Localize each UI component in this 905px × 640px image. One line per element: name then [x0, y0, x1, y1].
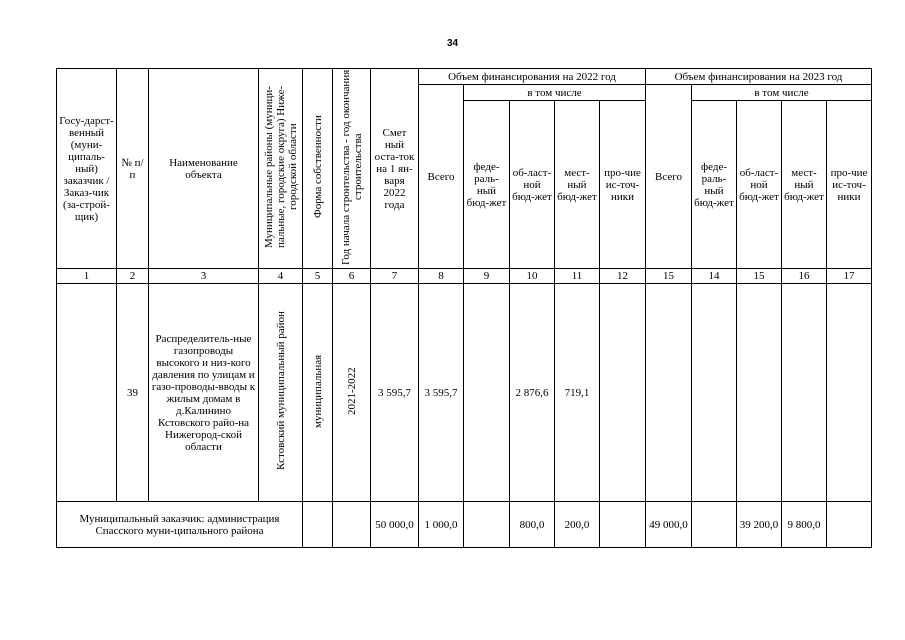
- summary-local-2022: 200,0: [555, 502, 600, 548]
- header-regional-2022: об-ласт-ной бюд-жет: [510, 101, 555, 269]
- row-total-2023: [646, 284, 692, 502]
- summary-row: [57, 502, 872, 548]
- col-number: 10: [510, 269, 555, 284]
- header-fin-2022: Объем финансирования на 2022 год: [419, 69, 646, 85]
- header-years: Год начала строительства - год окончания строительства: [333, 69, 371, 269]
- row-other-2022: [600, 284, 646, 502]
- column-number-row: [57, 269, 872, 284]
- col-number: 3: [149, 269, 259, 284]
- row-local-2023: [782, 284, 827, 502]
- col-number: 5: [303, 269, 333, 284]
- summary-total-2022: 1 000,0: [419, 502, 464, 548]
- row-federal-2022: [464, 284, 510, 502]
- header-local-2023: мест-ный бюд-жет: [782, 101, 827, 269]
- header-estimate-balance: Смет ный оста-ток на 1 ян-варя 2022 года: [371, 69, 419, 269]
- summary-federal-2022: [464, 502, 510, 548]
- header-total-2023: Всего: [646, 85, 692, 269]
- row-num: 39: [117, 284, 149, 502]
- header-federal-2022: феде-раль-ный бюд-жет: [464, 101, 510, 269]
- row-years: 2021-2022: [333, 284, 371, 502]
- row-regional-2022: 2 876,6: [510, 284, 555, 502]
- page-number: 34: [446, 38, 459, 49]
- summary-other-2022: [600, 502, 646, 548]
- summary-years: [333, 502, 371, 548]
- summary-federal-2023: [692, 502, 737, 548]
- header-num: № п/п: [117, 69, 149, 269]
- col-number: 2: [117, 269, 149, 284]
- financing-table: [56, 68, 872, 548]
- col-number: 17: [827, 269, 872, 284]
- header-total-2022: Всего: [419, 85, 464, 269]
- table-row: [57, 284, 872, 502]
- col-number: 6: [333, 269, 371, 284]
- row-local-2022: 719,1: [555, 284, 600, 502]
- summary-total-2023: 49 000,0: [646, 502, 692, 548]
- col-number: 7: [371, 269, 419, 284]
- header-fin-2023: Объем финансирования на 2023 год: [646, 69, 872, 85]
- col-number: 1: [57, 269, 117, 284]
- header-other-2022: про-чие ис-точ-ники: [600, 101, 646, 269]
- col-number: 15: [737, 269, 782, 284]
- header-including-2022: в том числе: [464, 85, 646, 101]
- header-federal-2023: феде-раль-ный бюд-жет: [692, 101, 737, 269]
- col-number: 14: [692, 269, 737, 284]
- col-number: 9: [464, 269, 510, 284]
- col-number: 8: [419, 269, 464, 284]
- row-regional-2023: [737, 284, 782, 502]
- summary-regional-2023: 39 200,0: [737, 502, 782, 548]
- row-other-2023: [827, 284, 872, 502]
- header-object-name: Наименование объекта: [149, 69, 259, 269]
- row-district: Кстовский муниципальный район: [259, 284, 303, 502]
- summary-other-2023: [827, 502, 872, 548]
- row-object-name: Распределитель-ные газопроводы высокого и низ-кого давления по улицам и газо-проводы-вводы к жилым домам в д.Калинино Кстовского райо-на Нижегород-ской области: [149, 284, 259, 502]
- col-number: 16: [782, 269, 827, 284]
- row-estimate: 3 595,7: [371, 284, 419, 502]
- summary-label: Муниципальный заказчик: администрация Спасского муни-ципального района: [57, 502, 303, 548]
- header-regional-2023: об-ласт-ной бюд-жет: [737, 101, 782, 269]
- summary-estimate: 50 000,0: [371, 502, 419, 548]
- header-customer: Госу-дарст-венный (муни-ципаль-ный) заказчик / Заказ-чик (за-строй-щик): [57, 69, 117, 269]
- col-number: 4: [259, 269, 303, 284]
- header-other-2023: про-чие ис-точ-ники: [827, 101, 872, 269]
- col-number: 15: [646, 269, 692, 284]
- summary-regional-2022: 800,0: [510, 502, 555, 548]
- summary-local-2023: 9 800,0: [782, 502, 827, 548]
- row-total-2022: 3 595,7: [419, 284, 464, 502]
- col-number: 11: [555, 269, 600, 284]
- col-number: 12: [600, 269, 646, 284]
- row-customer: [57, 284, 117, 502]
- row-federal-2023: [692, 284, 737, 502]
- row-ownership: муниципальная: [303, 284, 333, 502]
- header-including-2023: в том числе: [692, 85, 872, 101]
- header-local-2022: мест-ный бюд-жет: [555, 101, 600, 269]
- summary-ownership: [303, 502, 333, 548]
- header-districts: Муниципальные районы (муници-пальные, городские округа) Ниже-городской области: [259, 69, 303, 269]
- header-ownership: Форма собственности: [303, 69, 333, 269]
